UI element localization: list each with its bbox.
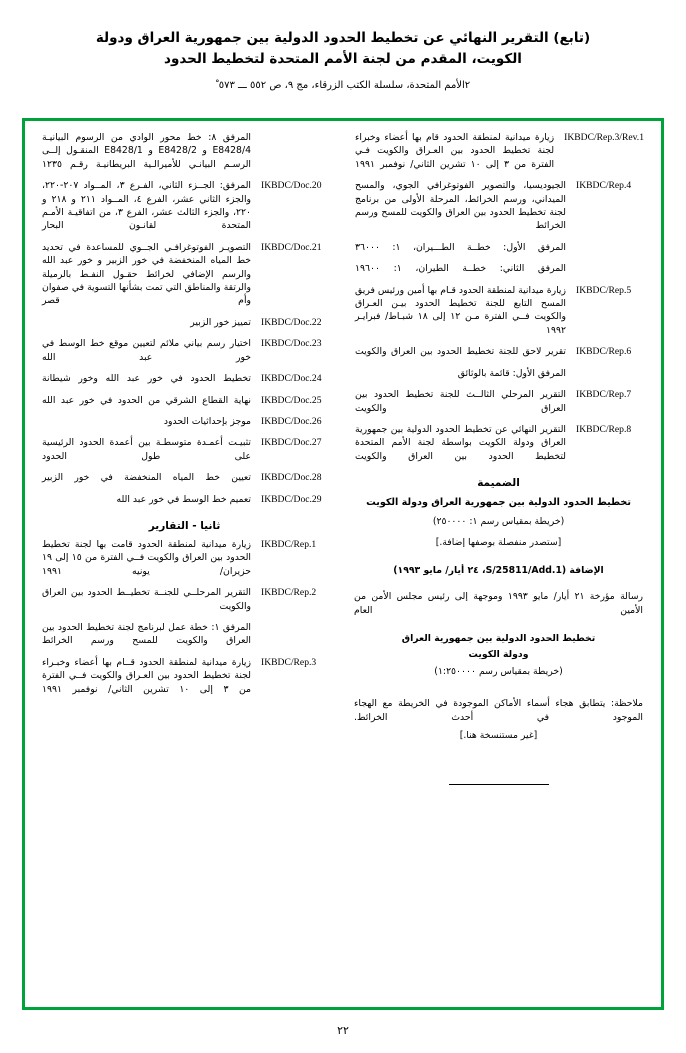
list-item: [349, 366, 648, 380]
page-header: [0, 0, 686, 93]
document-title: تخطيط الحدود في خور عبد الله وخور شيطانة: [42, 373, 252, 385]
document-title: تقرير لاحق للجنة تخطيط الحدود بين العراق والكويت: [355, 346, 566, 358]
content-frame-inner: [28, 124, 658, 1004]
annex-note: [ستصدر منفصلة بوصفها إضافة.]: [435, 536, 562, 548]
document-title: موجز بإحداثيات الحدود: [163, 415, 252, 427]
document-symbol: IKBDC/Rep.6: [576, 346, 632, 358]
document-symbol: [257, 620, 333, 621]
document-symbol: IKBDC/Doc.24: [261, 373, 322, 385]
document-symbol: IKBDC/Doc.20: [261, 180, 322, 192]
document-symbol: IKBDC/Doc.21: [261, 241, 322, 253]
list-item: [36, 178, 333, 233]
header-title-line-2: الكويت، المقدم من لجنة الأمم المتحدة لتخطيط الحدود: [164, 51, 522, 67]
list-item: [36, 655, 333, 696]
document-symbol: [572, 240, 648, 241]
document-symbol: IKBDC/Doc.26: [261, 415, 322, 427]
final-note-bracket: [غير مستنسخة هنا.]: [459, 730, 538, 742]
header-source-note: ٢الأمم المتحدة، سلسلة الكتب الزرقاء، مج ٩، ص ٥٥٢ ـــ ٥٧٣ ْ: [215, 80, 471, 91]
header-title-line-1: (تابع) التقرير النهائي عن تخطيط الحدود الدولية بين جمهورية العراق ودولة: [95, 30, 591, 46]
document-title: تعيين خط المياه المنخفضة في خور الزبير: [42, 472, 252, 484]
document-title: تعميم خط الوسط في خور عبد الله: [116, 493, 252, 505]
annex-title: تخطيط الحدود الدولية بين جمهورية العراق ودولة الكويت: [366, 497, 631, 509]
list-item: [36, 585, 333, 613]
document-title: التقرير النهائي عن تخطيط الحدود الدولية بين جمهورية العراق ودولة الكويت بواسطة لجنة الأمم المتحدة لتخطيط الحدود بين العراق والكويت: [355, 423, 566, 462]
letter-text: رسالة مؤرخة ٢١ أيار/ مايو ١٩٩٣ وموجهة إلى رئيس مجلس الأمن من الأمين العام: [354, 591, 643, 616]
document-title: المرفق: الجــزء الثاني، الفـرع ٣، المــواد ٢٠٧-٢٢٠، والجزء الثاني عشر، الفرع ٤، المــواد ٢١١ و ٢١٨ و ٢٢٠، والجزء الثالث عشر، الفرع ٣، من اتفاقيـة الأمـم المتحدة لقانـون البحار: [42, 180, 252, 232]
two-column-body: [28, 124, 658, 791]
document-title: المرفق ٨: خط محور الوادي من الرسوم البيانيـة E8428/4 و E8428/2 و E8428/1 المنقـول إلــى الرسـم البيانـي للأميرالـية البريطانيـة رقـم ١٢٣٥: [42, 132, 252, 170]
annex-heading: الضميمة: [477, 477, 520, 490]
document-symbol: IKBDC/Rep.4: [576, 180, 632, 192]
list-item: [349, 283, 648, 338]
document-symbol: IKBDC/Rep.5: [576, 284, 632, 296]
list-item: [36, 492, 333, 506]
document-symbol: IKBDC/Doc.27: [261, 437, 322, 449]
list-item: [349, 240, 648, 254]
document-title: التقرير المرحلــي للجنــة تخطيــط الحدود بين العراق والكويت: [42, 587, 252, 612]
map-title-line-2: ودولة الكويت: [468, 648, 529, 660]
list-item: [36, 371, 333, 385]
document-symbol: IKBDC/Doc.25: [261, 394, 322, 406]
list-item: [349, 344, 648, 358]
addendum-label: الإضافة (S/25811/Add.1، ٢٤ أيار/ مايو ١٩٩٣): [393, 564, 604, 576]
list-item: [36, 470, 333, 484]
document-symbol: IKBDC/Doc.28: [261, 472, 322, 484]
document-symbol: IKBDC/Rep.3: [261, 656, 317, 668]
list-item: [36, 435, 333, 463]
document-symbol: IKBDC/Rep.3/Rev.1: [564, 132, 644, 143]
document-symbol: [257, 130, 333, 131]
list-item: [36, 315, 333, 329]
map-title-line-1: تخطيط الحدود الدولية بين جمهورية العراق: [401, 633, 596, 645]
document-symbol: IKBDC/Doc.29: [261, 493, 322, 505]
document-title: تمييز خور الزبير: [190, 316, 252, 328]
document-title: زيارة ميدانية لمنطقة الحدود قام بها أعضاء وخبراء لجنة تخطيط الحدود بين العـراق والكويت فـي الفترة من ٣ إلى ١٠ تشرين الثاني/ نوفمبر ١٩٩١: [355, 132, 555, 170]
list-item: [349, 178, 648, 233]
list-item: [36, 336, 333, 364]
document-title: زيارة ميدانية لمنطقة الحدود قـام بها أمين ورئيس فريق المسح التابع للجنة تخطيط الحدود بيـن العـراق والكويت فــي الفترة مـن ١٢ إلى ١٨ شبـاط/ فبرايـر ١٩٩٢: [355, 284, 566, 336]
document-title: اختيار رسم بياني ملائم لتعيين موقع خط الوسط في خور عبد الله: [42, 338, 252, 363]
list-item: [36, 393, 333, 407]
annex-scale: (خريطة بمقياس رسم ١: ٢٥٠٠٠٠): [432, 516, 565, 528]
document-symbol: [572, 366, 648, 367]
list-item: [36, 537, 333, 578]
page-number: ٢٢: [337, 1024, 349, 1037]
document-symbol: IKBDC/Rep.2: [261, 587, 317, 599]
left-column: [341, 124, 658, 791]
list-item: [36, 414, 333, 428]
document-title: التصويـر الفوتوغرافـي الجــوي للمساعدة في تحديد خط المياه المنخفضة في خور الزبير و خور عبد الله والرسم الإضافي لخرائط حقـول النفـط بالرميلة والرتقة والمناطق التي تمت بشأنها التسوية في صفوان وأم قصر: [42, 241, 252, 307]
right-column: [28, 124, 341, 791]
document-title: المرفق الأول: قائمة بالوثائق: [457, 367, 566, 379]
list-item: [349, 422, 648, 463]
document-symbol: [572, 261, 648, 262]
document-title: المرفق الأول: خطــة الطـــيران، ١: ٣٦٠٠٠: [355, 241, 566, 253]
document-symbol: IKBDC/Doc.22: [261, 316, 322, 328]
section-heading-reports: ثانيا - التقارير: [148, 519, 221, 532]
rule-divider: [449, 784, 549, 785]
list-item: [36, 130, 333, 171]
map-scale: (خريطة بمقياس رسم ١:٢٥٠٠٠٠): [434, 665, 563, 677]
document-symbol: IKBDC/Rep.8: [576, 423, 632, 435]
list-item: [349, 130, 648, 171]
document-title: نهاية القطاع الشرقي من الحدود في خور عبد الله: [42, 394, 252, 406]
document-title: الجيوديسيا، والتصوير الفوتوغرافي الجوي، والمسح الميداني، ورسم الخرائط، المرحلة الأولى من برنامج لجنة تخطيط الحدود بين العراق والكويت للمسح ورسم الخرائط: [355, 180, 566, 232]
document-title: تثبيـت أعمـدة متوسطـة بين أعمدة الحدود الرئيسية على طول الحدود: [42, 437, 252, 462]
document-title: التقرير المرحلي الثالــث للجنة تخطيط الحدود بين العراق والكويت: [355, 389, 566, 414]
document-symbol: IKBDC/Rep.1: [261, 538, 317, 550]
list-item: [349, 261, 648, 275]
final-note: ملاحظة: يتطابق هجاء أسماء الأماكن الموجودة في الخريطة مع الهجاء الموجود في أحدث الخرائط.: [354, 698, 643, 723]
document-title: زيارة ميدانية لمنطقة الحدود قــام بها أعضاء وخبـراء لجنة تخطيط الحدود بين العـراق والكويت فــي الفترة من ٣ إلى ١٠ تشرين الثاني/ نوفمبر ١٩٩١: [42, 656, 252, 695]
document-title: المرفق ١: خطة عمل لبرنامج لجنة تخطيط الحدود بين العراق والكويت للمسح ورسم الخرائط: [42, 621, 252, 647]
list-item: [36, 620, 333, 648]
content-frame: [22, 118, 664, 1010]
document-title: المرفق الثاني: خطــة الطيران، ١: ١٩٦٠٠: [355, 263, 567, 275]
list-item: [349, 387, 648, 415]
document-symbol: IKBDC/Rep.7: [576, 389, 632, 401]
list-item: [36, 240, 333, 308]
document-symbol: IKBDC/Doc.23: [261, 338, 322, 350]
document-title: زيارة ميدانية لمنطقة الحدود قامت بها لجنة تخطيط الحدود بين العراق والكويت فــي الفترة من ١٥ إلى ١٩ حزيران/ يونيه ١٩٩١: [42, 538, 252, 577]
